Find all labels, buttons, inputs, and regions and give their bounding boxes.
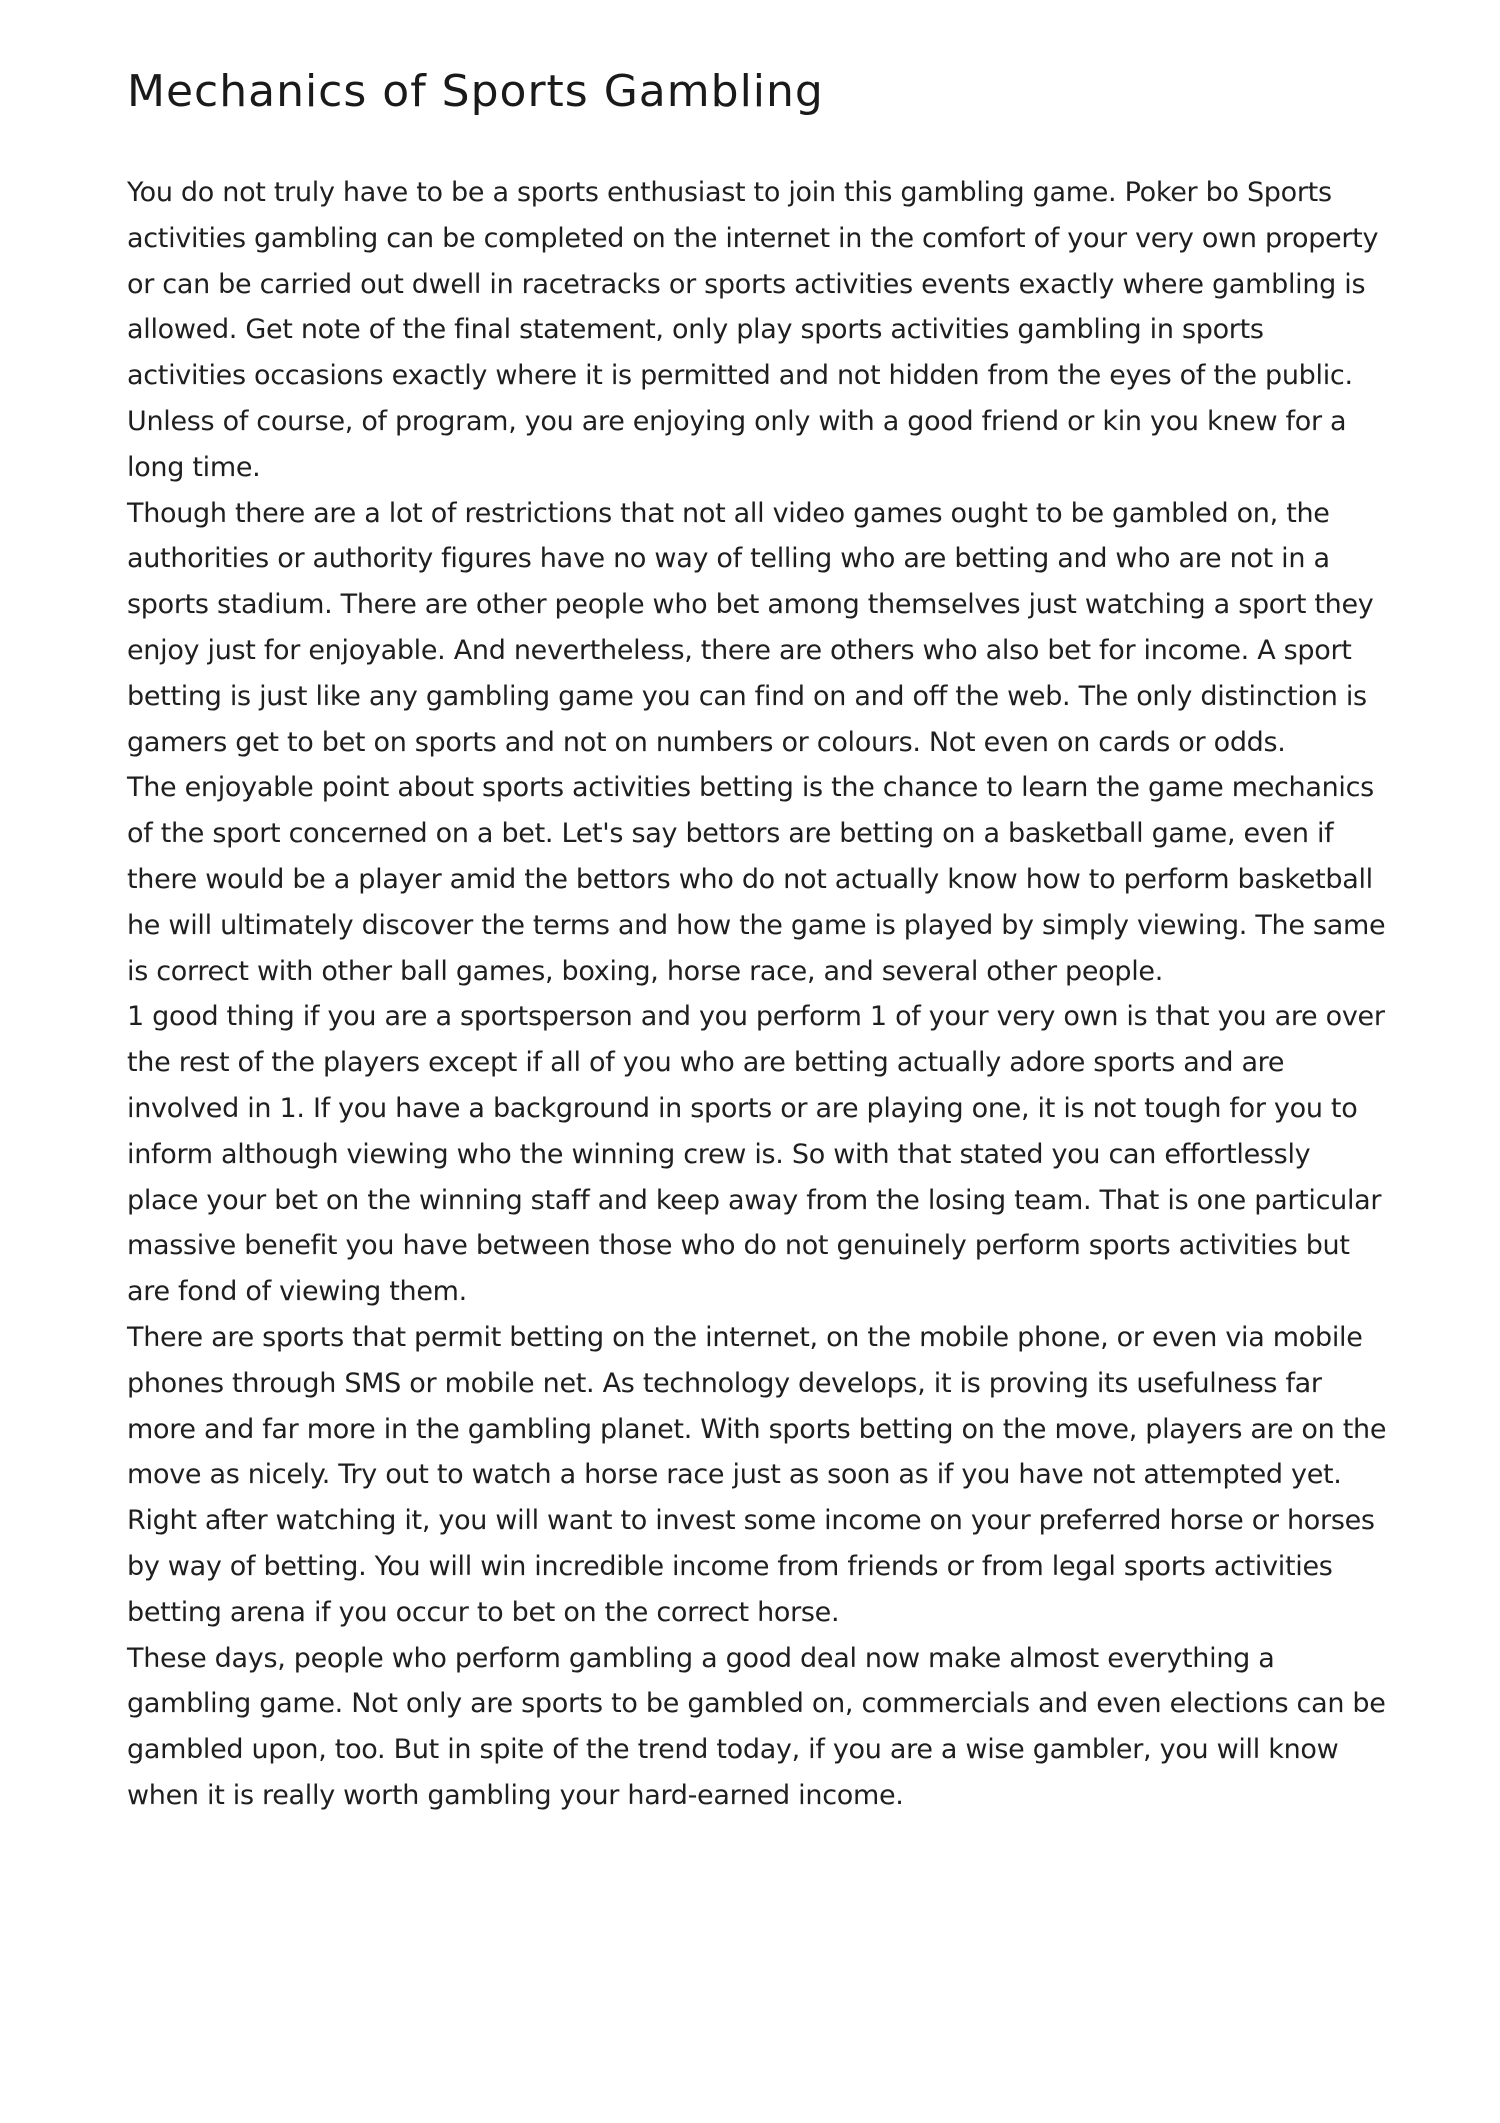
paragraph-6: These days, people who perform gambling a good deal now make almost everything a gambling game. Not only are sports to be gambled on, commercials and even elections can be gambled upon, too. But in spite of the trend today, if you are a wise gambler, you will know when it is really worth gambling your hard-earned income. <box>127 1642 1386 1811</box>
document-title: Mechanics of Sports Gambling <box>127 66 824 117</box>
paragraph-5: There are sports that permit betting on the internet, on the mobile phone, or even via mobile phones through SMS or mobile net. As technology develops, it is proving its usefulness far more and far more in the gambling planet. With sports betting on the move, players are on the move as nicely. Try out to watch a horse race just as soon as if you have not attempted yet. Right after watching it, you will want to invest some income on your preferred horse or horses by way of betting. You will win incredible income from friends or from legal sports activities betting arena if you occur to bet on the correct horse. <box>127 1321 1387 1628</box>
document-page <box>127 62 1387 1819</box>
document-body <box>127 170 1387 1819</box>
paragraph-1: You do not truly have to be a sports enthusiast to join this gambling game. Poker bo Sports activities gambling can be completed on the internet in the comfort of your very own property or can be carried out dwell in racetracks or sports activities events exactly where gambling is allowed. Get note of the final statement, only play sports activities gambling in sports activities occasions exactly where it is permitted and not hidden from the eyes of the public. Unless of course, of program, you are enjoying only with a good friend or kin you knew for a long time. <box>127 177 1379 483</box>
paragraph-3: The enjoyable point about sports activities betting is the chance to learn the game mechanics of the sport concerned on a bet. Let's say bettors are betting on a basketball game, even if there would be a player amid the bettors who do not actually know how to perform basketball he will ultimately discover the terms and how the game is played by simply viewing. The same is correct with other ball games, boxing, horse race, and several other people. <box>127 772 1386 987</box>
paragraph-4: 1 good thing if you are a sportsperson and you perform 1 of your very own is that you are over the rest of the players except if all of you who are betting actually adore sports and are involved in 1. If you have a background in sports or are playing one, it is not tough for you to inform although viewing who the winning crew is. So with that stated you can effortlessly place your bet on the winning staff and keep away from the losing team. That is one particular massive benefit you have between those who do not genuinely perform sports activities but are fond of viewing them. <box>127 1001 1385 1308</box>
paragraph-2: Though there are a lot of restrictions that not all video games ought to be gambled on, the authorities or authority figures have no way of telling who are betting and who are not in a sports stadium. There are other people who bet among themselves just watching a sport they enjoy just for enjoyable. And nevertheless, there are others who also bet for income. A sport betting is just like any gambling game you can find on and off the web. The only distinction is gamers get to bet on sports and not on numbers or colours. Not even on cards or odds. <box>127 497 1374 758</box>
